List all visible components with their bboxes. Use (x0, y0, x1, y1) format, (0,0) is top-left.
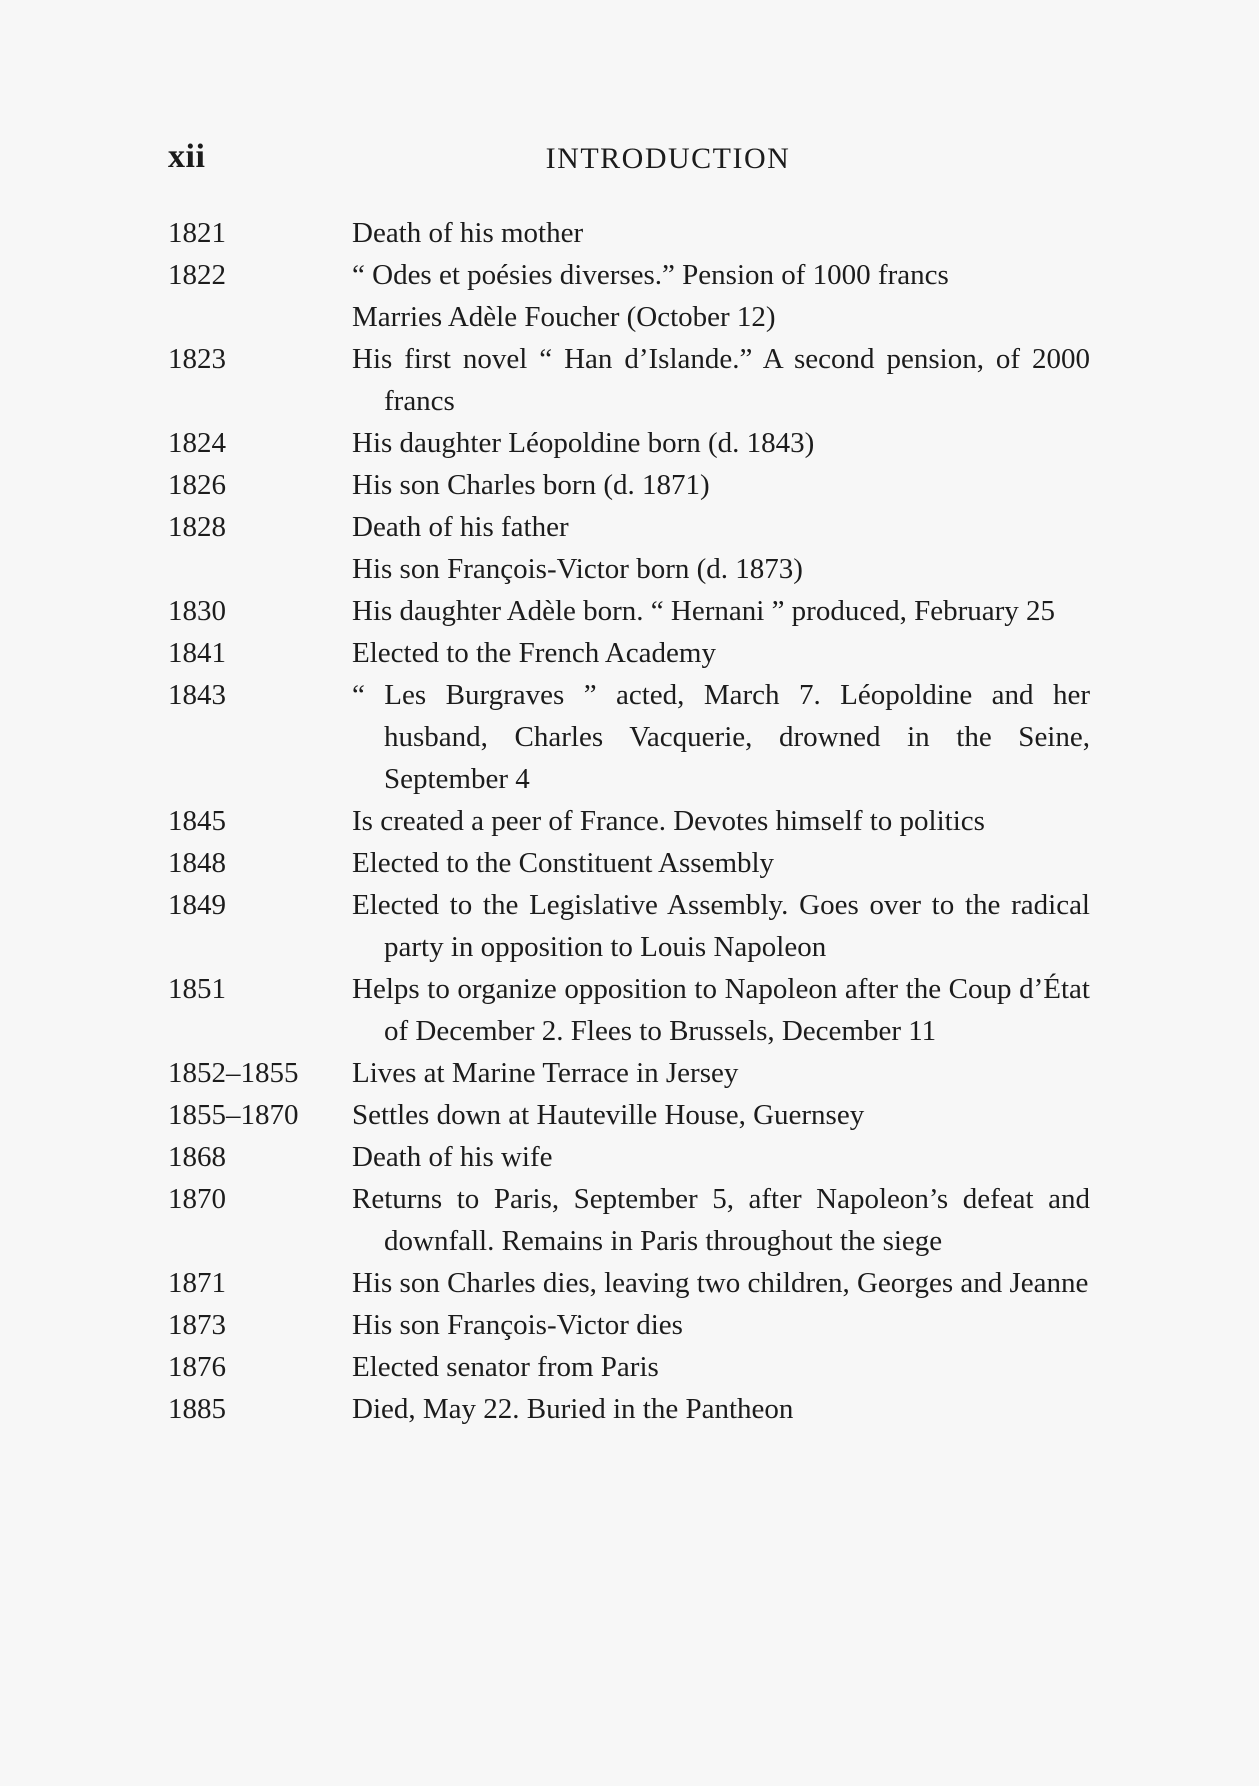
entry-event: Death of his wife (352, 1141, 553, 1173)
entry-event: His son Charles born (d. 1871) (352, 469, 710, 501)
chronology-entry (168, 1178, 1090, 1262)
entry-event: Elected senator from Paris (352, 1351, 659, 1383)
chronology-entry (168, 338, 1090, 422)
entry-year: 1826 (168, 469, 226, 501)
entry-event: His son Charles dies, leaving two children, Georges and Jeanne (352, 1267, 1089, 1299)
chronology-entry (168, 1346, 1090, 1388)
chronology-entry (168, 1388, 1090, 1430)
chronology-entry (168, 968, 1090, 1052)
entry-year: 1822 (168, 259, 226, 291)
chronology-entry (168, 632, 1090, 674)
entry-event: “ Les Burgraves ” acted, March 7. Léopoldine and her husband, Charles Vacquerie, drowned in the Seine, September 4 (352, 679, 1090, 795)
entry-event: Returns to Paris, September 5, after Napoleon’s defeat and downfall. Remains in Paris throughout the siege (352, 1183, 1090, 1257)
entry-event: Elected to the French Academy (352, 637, 716, 669)
entry-year: 1876 (168, 1351, 226, 1383)
page-number: xii (168, 138, 206, 175)
entry-year: 1830 (168, 595, 226, 627)
chronology-entry (168, 506, 1090, 548)
chronology-entry (168, 842, 1090, 884)
entry-year: 1848 (168, 847, 226, 879)
entry-event: His first novel “ Han d’Islande.” A second pension, of 2000 francs (352, 343, 1090, 417)
entry-year: 1868 (168, 1141, 226, 1173)
chronology-entry (168, 1094, 1090, 1136)
entry-event: Lives at Marine Terrace in Jersey (352, 1057, 739, 1089)
entry-year: 1885 (168, 1393, 226, 1425)
entry-event: “ Odes et poésies diverses.” Pension of 1000 francs (352, 259, 949, 291)
entry-year: 1823 (168, 343, 226, 375)
entry-event: Is created a peer of France. Devotes himself to politics (352, 805, 985, 837)
entry-event: Death of his mother (352, 217, 584, 249)
chronology-entry (168, 464, 1090, 506)
entry-event: His son François-Victor dies (352, 1309, 683, 1341)
running-title: INTRODUCTION (545, 142, 791, 175)
chronology-entry (168, 800, 1090, 842)
entry-event: Elected to the Legislative Assembly. Goes over to the radical party in opposition to Louis Napoleon (352, 889, 1090, 963)
entry-year: 1851 (168, 973, 226, 1005)
chronology-entry (168, 212, 1090, 254)
entry-year: 1870 (168, 1183, 226, 1215)
entry-event: Death of his father (352, 511, 569, 543)
entry-year: 1849 (168, 889, 226, 921)
page-header (168, 138, 1090, 186)
entry-event: Died, May 22. Buried in the Pantheon (352, 1393, 794, 1425)
chronology-entry (168, 1262, 1090, 1304)
entry-event: His daughter Adèle born. “ Hernani ” produced, February 25 (352, 595, 1056, 627)
entry-event: His daughter Léopoldine born (d. 1843) (352, 427, 815, 459)
chronology-entry (168, 548, 1090, 590)
chronology-entry (168, 1136, 1090, 1178)
chronology-entry (168, 1052, 1090, 1094)
chronology-entry (168, 254, 1090, 296)
entry-year: 1852–1855 (168, 1057, 299, 1089)
chronology-entry (168, 884, 1090, 968)
entry-year: 1828 (168, 511, 226, 543)
entry-year: 1824 (168, 427, 226, 459)
entry-year: 1871 (168, 1267, 226, 1299)
entry-year: 1841 (168, 637, 226, 669)
entry-event: Marries Adèle Foucher (October 12) (352, 301, 776, 333)
chronology-entry (168, 1304, 1090, 1346)
entry-event: Settles down at Hauteville House, Guernsey (352, 1099, 865, 1131)
entry-year: 1843 (168, 679, 226, 711)
entry-event: His son François-Victor born (d. 1873) (352, 553, 803, 585)
entry-event: Helps to organize opposition to Napoleon after the Coup d’État of December 2. Flees to Brussels, December 11 (352, 973, 1090, 1047)
entry-event: Elected to the Constituent Assembly (352, 847, 775, 879)
entry-year: 1845 (168, 805, 226, 837)
entry-year: 1873 (168, 1309, 226, 1341)
chronology-entry (168, 422, 1090, 464)
chronology-entry (168, 590, 1090, 632)
entry-year: 1855–1870 (168, 1099, 299, 1131)
entry-year: 1821 (168, 217, 226, 249)
chronology-list (168, 212, 1090, 1430)
chronology-entry (168, 674, 1090, 800)
chronology-entry (168, 296, 1090, 338)
